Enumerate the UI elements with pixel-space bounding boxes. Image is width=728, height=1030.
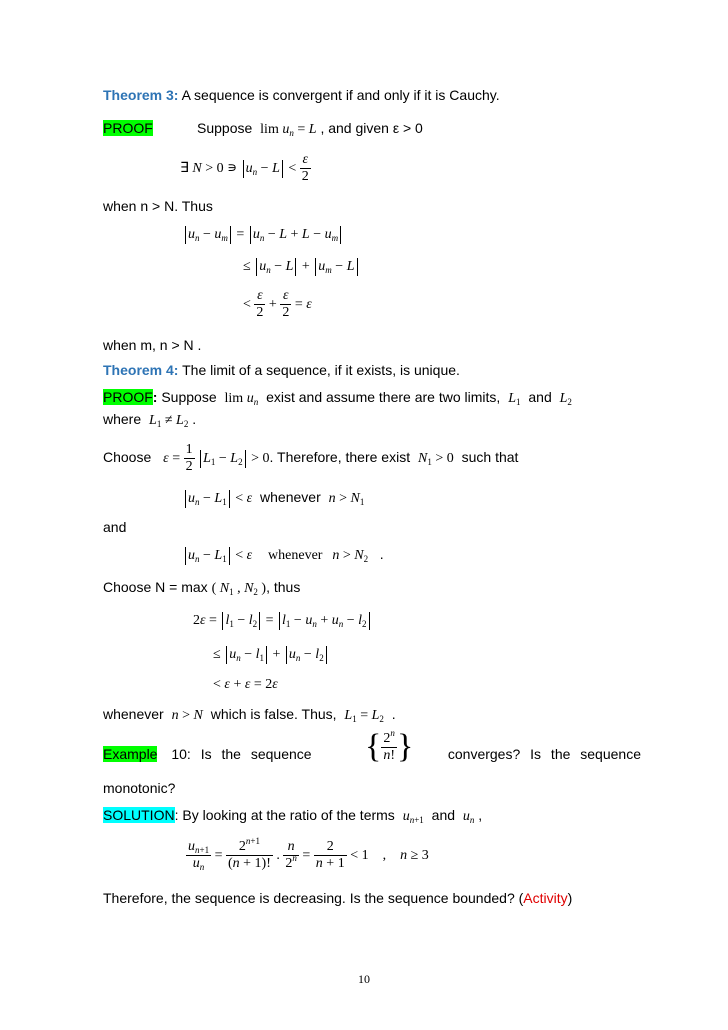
- theorem-4-label: Theorem 4:: [103, 362, 179, 378]
- choose-N-line: [103, 578, 300, 598]
- suppose-line-1: [197, 119, 423, 139]
- and-text: and: [528, 389, 552, 405]
- when-mn: when m, n > N .: [103, 337, 202, 353]
- exists-N-expr: ∃ N > 0 ∍ $u_n - L$ < $\frac{\varepsilon}{2}$: [180, 152, 309, 185]
- ratio-expr: $\frac{u_{n+1}}{u_n}$ = $\frac{2^{n+1}}{(n + 1)!}$ . $\frac{n}{2^n}$ = $\frac{2}{n + 1}$ < 1 , n ≥ 3: [188, 836, 429, 873]
- proof-1-line: [103, 119, 153, 137]
- sequence-2n-over-nfact: { $\frac{2^n}{n!}$ }: [365, 727, 414, 765]
- whenever-2-text: whenever: [268, 548, 323, 563]
- lim-un: $\lim u_n$: [224, 391, 259, 407]
- where-line: where $L_1 \ne L_2$ .: [103, 411, 197, 429]
- theorem-3-label: Theorem 3:: [103, 87, 179, 103]
- n-gt-N1: $n > N_1$: [328, 491, 365, 507]
- given-epsilon-text: , and given ε > 0: [320, 120, 423, 136]
- whenever-line-1: [183, 488, 364, 508]
- page-number: 10: [358, 972, 370, 986]
- suppose-1-text: Suppose: [197, 120, 253, 136]
- L1-eq-L2: $L_1 = L_2$: [344, 708, 384, 724]
- example-text-a: 10: Is the sequence: [171, 746, 312, 762]
- example-text-b: converges? Is the sequence: [447, 746, 641, 762]
- whenever-line-2: $u_n - L_1 < \varepsilon$ whenever $n > N_2$ .: [183, 545, 384, 565]
- cauchy-eq-3: < $\frac{\varepsilon}{2}$ + $\frac{\varepsilon}{2}$ = ε: [243, 288, 312, 321]
- whenever-pre-text: whenever: [103, 706, 164, 722]
- solution-line: SOLUTION: By looking at the ratio of the terms $u_{n+1}$ and $u_n$ ,: [103, 807, 483, 825]
- n-gt-N: n > N: [171, 708, 203, 723]
- unique-eq-3: < ε + ε = 2ε: [213, 677, 278, 692]
- false-thus-text: which is false. Thus,: [210, 706, 337, 722]
- unique-eq-2: ≤ $u_n - l_1 + u_n - l_2$: [213, 646, 329, 664]
- theorem-3-text: A sequence is convergent if and only if it is Cauchy.: [181, 87, 500, 103]
- monotonic-line: monotonic?: [103, 780, 176, 796]
- un-minus-L1-lt-eps-2: $u_n - L_1 < \varepsilon$: [183, 548, 252, 563]
- un-symbol: $u_n$: [462, 809, 475, 825]
- un-minus-L1-lt-eps: $u_n - L_1 < \varepsilon$: [183, 491, 252, 506]
- final-line: [103, 889, 572, 907]
- suppose-2-text: Suppose: [161, 389, 217, 405]
- lim-un-eq-L: $\lim u_n = L$: [260, 122, 317, 138]
- example-label: Example: [103, 746, 158, 762]
- close-paren: ): [567, 890, 573, 906]
- cauchy-eq-1: $u_n - u_m = u_n - L + L - u_m$: [183, 226, 343, 244]
- whenever-1-text: whenever: [260, 489, 321, 505]
- theorem-4: [103, 361, 460, 379]
- exist-assume-text: exist and assume there are two limits,: [266, 389, 501, 405]
- thus-text: , thus: [266, 579, 301, 595]
- where-text: where: [103, 411, 142, 427]
- proof-1-label: PROOF: [103, 120, 153, 136]
- therefore-exist-text: . Therefore, there exist: [269, 449, 411, 465]
- L2-symbol: $L_2$: [559, 391, 572, 407]
- choose-N-text: Choose N = max: [103, 579, 208, 595]
- L1-neq-L2: $L_1 \ne L_2$: [149, 413, 189, 429]
- N1-gt-0: $N_1 > 0$: [417, 451, 454, 467]
- n-gt-N2: $n > N_2$: [332, 548, 369, 564]
- solution-label: SOLUTION: [103, 807, 175, 823]
- such-that-text: such that: [461, 449, 519, 465]
- proof-2-colon: :: [152, 389, 158, 405]
- choose-epsilon-line: [103, 440, 518, 476]
- and-ratio-text: and: [431, 807, 456, 823]
- when-n-thus: when n > N. Thus: [103, 198, 213, 214]
- theorem-4-text: The limit of a sequence, if it exists, is unique.: [182, 362, 460, 378]
- unique-eq-1: $2\varepsilon = l_1 - l_2 = l_1 - u_n + u_n - l_2$: [193, 612, 372, 630]
- epsilon-def: ε = $\frac{1}{2}$ $L_1 - L_2 > 0$: [163, 442, 270, 475]
- proof-2-label: PROOF: [103, 389, 153, 405]
- un-plus-1: $u_{n+1}$: [402, 809, 424, 825]
- whenever-false-line: whenever n > N which is false. Thus, $L_1 = L_2$ .: [103, 706, 396, 724]
- cauchy-eq-2: ≤ $u_n - L + u_m - L$: [243, 258, 360, 276]
- and-line: and: [103, 519, 127, 535]
- solution-text: : By looking at the ratio of the terms: [174, 807, 395, 823]
- L1-symbol: $L_1$: [508, 391, 521, 407]
- proof-2-line: [103, 388, 641, 408]
- max-N1-N2: ( $N_1$ , $N_2$ ): [211, 581, 267, 597]
- theorem-3: [103, 86, 500, 104]
- therefore-final-text: Therefore, the sequence is decreasing. Is the sequence bounded? (: [103, 890, 524, 906]
- activity-link: Activity: [523, 890, 568, 906]
- choose-1-text: Choose: [103, 449, 152, 465]
